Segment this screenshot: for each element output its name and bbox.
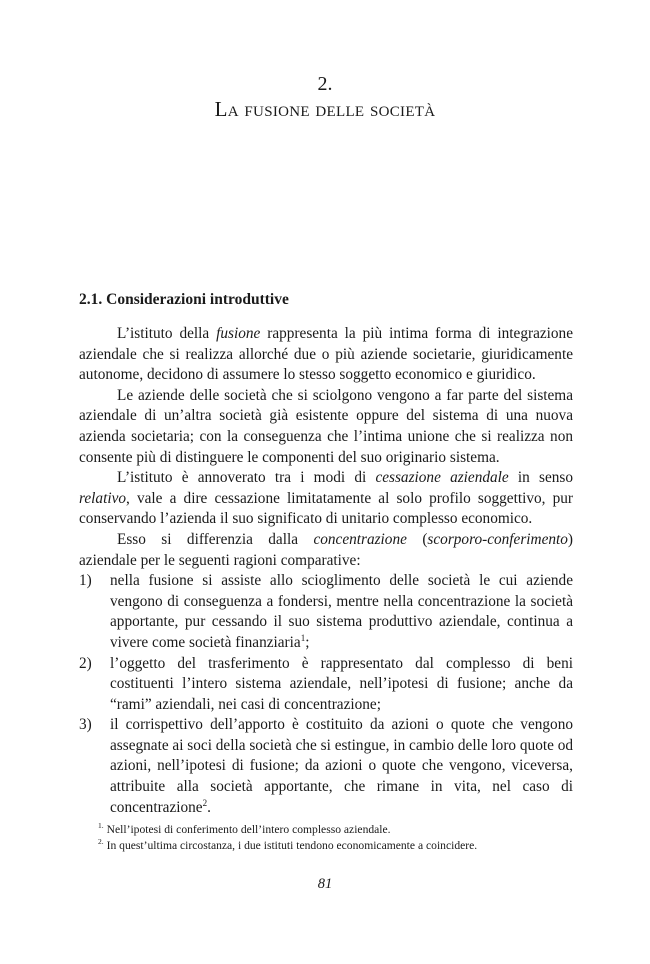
text-run: L’istituto della	[117, 325, 217, 342]
text-run: , vale a dire cessazione limitatamente al solo profilo soggettivo, pur conservando l’azienda il suo significato di unitario complesso economico.	[79, 489, 573, 528]
page-number: 81	[317, 876, 333, 892]
text-run: rappresenta la più intima forma di integrazione aziendale che si realizza allorché due o più aziende societarie, giuridicamente autonome, decidono di assumere lo stesso soggetto economico e giuridico.	[79, 325, 573, 384]
chapter-title: La fusione delle società	[214, 97, 436, 121]
list-item	[79, 715, 573, 818]
text-run: L’istituto è annoverato tra i modi di	[117, 469, 376, 487]
paragraph-3	[79, 468, 573, 530]
emphasis-term: relativo	[79, 489, 127, 507]
text-run: (	[406, 530, 428, 548]
section-heading: 2.1. Considerazioni introduttive	[79, 291, 289, 308]
list-number: 3)	[79, 716, 92, 734]
text-run: ) aziendale per le seguenti ragioni comparative:	[79, 530, 574, 569]
footnotes	[98, 822, 578, 854]
paragraph-4	[79, 530, 573, 571]
emphasis-term: cessazione aziendale	[375, 469, 509, 487]
list-text: il corrispettivo dell’apporto è costituito da azioni o quote che vengono assegnate ai soci della società che si estingue, in cambio delle loro quote od azioni, nell’ipotesi di fusione; da azioni o quote che vengono, viceversa, attribuite alla società apportante, che rimane in vita, nel caso di concentrazione	[110, 716, 574, 816]
body-text	[79, 324, 573, 818]
emphasis-term: scorporo-conferimento	[427, 530, 568, 548]
footnote-text: In quest’ultima circostanza, i due istituti tendono economicamente a coincidere.	[106, 839, 478, 852]
paragraph-2: Le aziende delle società che si sciolgono vengono a far parte del sistema aziendale di un’altra società già esistente oppure del sistema di una nuova azienda societaria; con la conseguenza che l’intima unione che si realizza non consente più di distinguere le componenti del suo originario sistema.	[79, 386, 573, 466]
paragraph-1	[79, 324, 573, 386]
emphasis-term: concentrazione	[313, 530, 407, 548]
footnote-mark: 2.	[98, 837, 104, 847]
list-text-end: .	[207, 798, 211, 816]
footnote-mark: 1.	[98, 821, 104, 831]
footnote	[98, 822, 578, 838]
list-text-end: ;	[305, 633, 310, 651]
text-run: in senso	[508, 469, 574, 487]
list-item	[79, 654, 573, 716]
list-number: 2)	[79, 654, 92, 672]
footnote-ref[interactable]: 2	[202, 797, 208, 808]
footnote-text: Nell’ipotesi di conferimento dell’intero complesso aziendale.	[106, 823, 391, 836]
list-number: 1)	[79, 572, 92, 590]
chapter-number: 2.	[317, 73, 333, 95]
list-text: nella fusione si assiste allo scioglimento delle società le cui aziende vengono di conseguenza a fondersi, mentre nella concentrazione la società apportante, pur cessando il suo sistema produttivo aziendale, continua a vivere come società finanziaria	[110, 572, 573, 651]
footnote	[98, 838, 578, 854]
list-text: l’oggetto del trasferimento è rappresentato dal complesso di beni costituenti l’intero sistema aziendale, nell’ipotesi di fusione; anche da “rami” aziendali, nei casi di concentrazione;	[110, 654, 573, 713]
emphasis-term: fusione	[216, 325, 261, 342]
text-run: Esso si differenzia dalla	[117, 530, 314, 548]
footnote-ref[interactable]: 1	[300, 632, 306, 643]
list-item	[79, 571, 573, 653]
comparison-list	[79, 571, 573, 818]
